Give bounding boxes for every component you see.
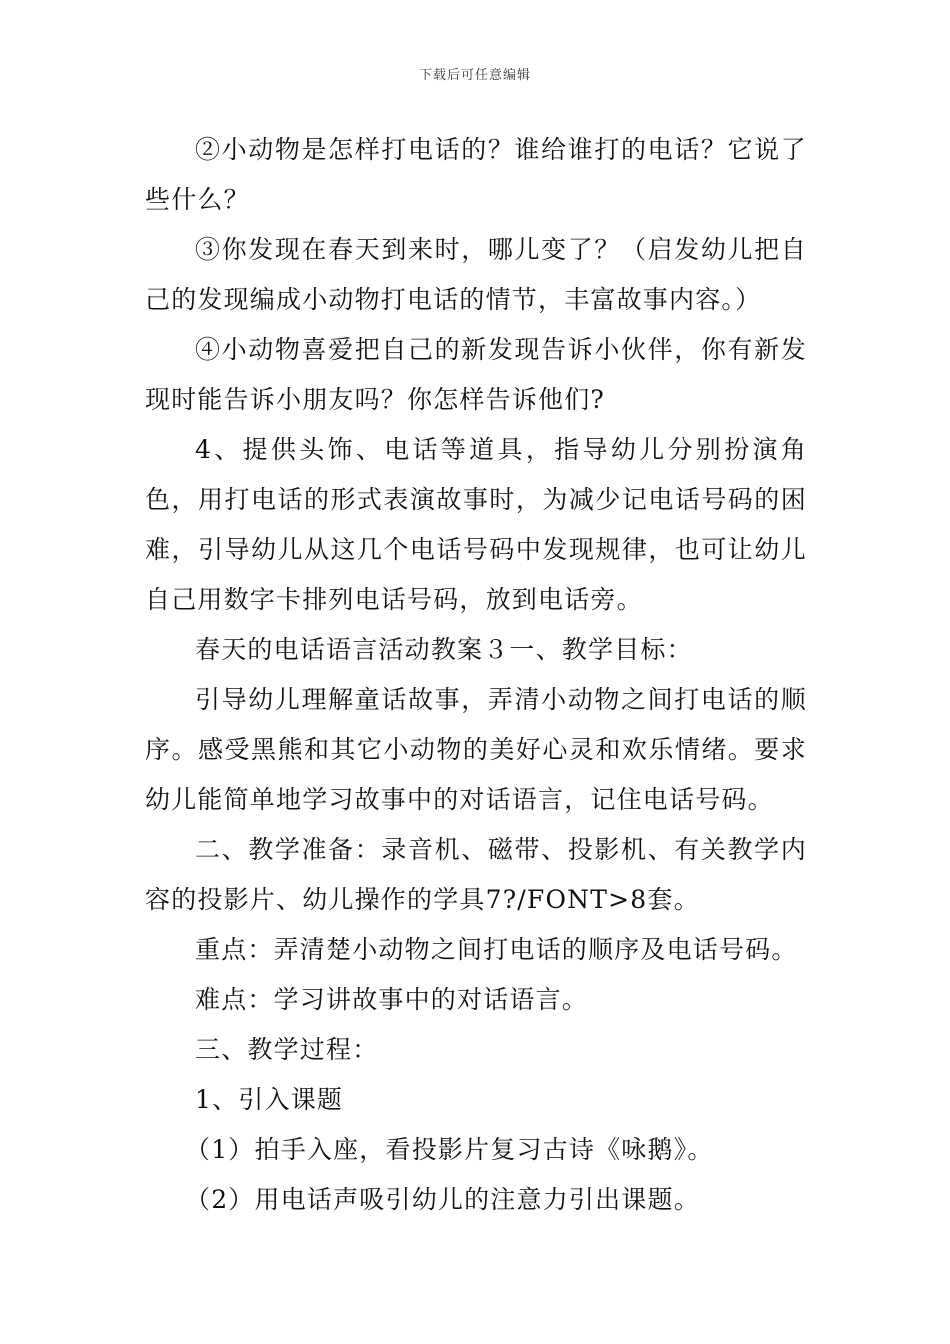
paragraph-difficulty: 难点：学习讲故事中的对话语言。 (195, 985, 589, 1014)
paragraph-lesson-3-title: 春天的电话语言活动教案３一、教学目标： (195, 635, 693, 664)
paragraph-question-3: ③你发现在春天到来时，哪儿变了？（启发幼儿把自己的发现编成小动物打电话的情节，丰富故事内容。） (145, 235, 807, 314)
paragraph-teaching-preparation: 二、教学准备：录音机、磁带、投影机、有关教学内容的投影片、幼儿操作的学具7?/FONT>8套。 (145, 835, 807, 914)
paragraph-teaching-goals: 引导幼儿理解童话故事，弄清小动物之间打电话的顺序。感受黑熊和其它小动物的美好心灵和欢乐情绪。要求幼儿能简单地学习故事中的对话语言，记住电话号码。 (145, 685, 807, 814)
paragraph-introduce-topic: 1、引入课题 (195, 1085, 344, 1114)
paragraph-substep-2: （2）用电话声吸引幼儿的注意力引出课题。 (185, 1185, 700, 1214)
paragraph-teaching-process: 三、教学过程： (195, 1035, 379, 1064)
document-body (145, 125, 807, 1225)
paragraph-substep-1: （1）拍手入座，看投影片复习古诗《咏鹅》。 (185, 1135, 714, 1164)
paragraph-key-point: 重点：弄清楚小动物之间打电话的顺序及电话号码。 (195, 935, 798, 964)
page-header: 下载后可任意编辑 (418, 68, 531, 83)
paragraph-step-4: 4、提供头饰、电话等道具，指导幼儿分别扮演角色，用打电话的形式表演故事时，为减少记电话号码的困难，引导幼儿从这几个电话号码中发现规律，也可让幼儿自己用数字卡排列电话号码，放到电话旁。 (145, 435, 807, 614)
paragraph-question-2: ②小动物是怎样打电话的？谁给谁打的电话？它说了些什么？ (145, 135, 807, 214)
paragraph-question-4: ④小动物喜爱把自己的新发现告诉小伙伴，你有新发现时能告诉小朋友吗？你怎样告诉他们? (145, 335, 807, 414)
